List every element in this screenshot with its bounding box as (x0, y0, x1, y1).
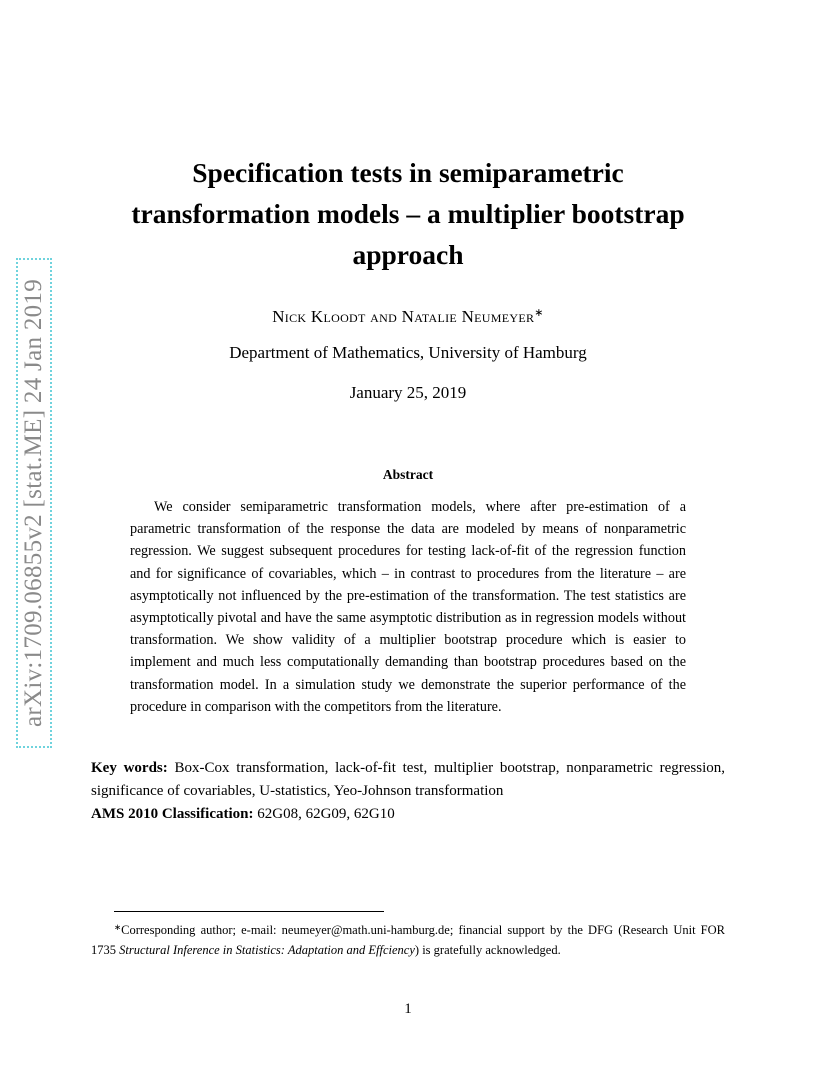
footnote-separator (114, 911, 384, 912)
ams-classification (91, 803, 725, 826)
arxiv-identifier-text: arXiv:1709.06855v2 [stat.ME] 24 Jan 2019 (20, 278, 47, 728)
author-names: Nick Kloodt and Natalie Neumeyer (272, 307, 535, 326)
publication-date: January 25, 2019 (349, 383, 467, 402)
footnote-text-after: ) is gratefully acknowledged. (414, 943, 561, 957)
footnote-mark: ∗ (114, 922, 122, 932)
abstract-text: We consider semiparametric transformation models, where after pre-estimation of a parametric transformation of the response the data are modeled by means of nonparametric regression. We suggest subsequent procedures for testing lack-of-fit of the regression function and for significance of covariables, which – in contrast to procedures from the literature – are asymptotically not influenced by the pre-estimation of the transformation. The test statistics are asymptotically pivotal and have the same asymptotic distribution as in regression models without transformation. We show validity of a multiplier bootstrap procedure which is easier to implement and much less computationally demanding than bootstrap procedures based on the transformation model. In a simulation study we demonstrate the superior performance of the procedure in comparison with the competitors from the literature. (130, 499, 686, 715)
author-footnote-mark: ∗ (534, 307, 544, 319)
footnote-text-before: Corresponding author; e-mail: neumeyer@math.uni-hamburg.de; financial support by the DFG (Research Unit FOR 1735 (91, 923, 725, 957)
author-list (130, 307, 686, 327)
abstract-heading: Abstract (382, 467, 434, 482)
page-number: 1 (404, 1001, 412, 1017)
footnote-text-italic: Structural Inference in Statistics: Adaptation and Effciency (119, 943, 415, 957)
keywords-paragraph (91, 757, 725, 803)
paper-title: Specification tests in semiparametric transformation models – a multiplier bootstrap approach (131, 157, 685, 270)
keywords-text: Box-Cox transformation, lack-of-fit test, multiplier bootstrap, nonparametric regression, significance of covariables, U-statistics, Yeo-Johnson transformation (91, 760, 725, 799)
ams-label: AMS 2010 Classification: (91, 806, 254, 822)
arxiv-identifier-stamp (16, 258, 52, 748)
ams-codes: 62G08, 62G09, 62G10 (257, 806, 395, 822)
author-footnote (91, 920, 725, 960)
author-affiliation: Department of Mathematics, University of Hamburg (229, 343, 587, 362)
keywords-label: Key words: (91, 760, 168, 776)
